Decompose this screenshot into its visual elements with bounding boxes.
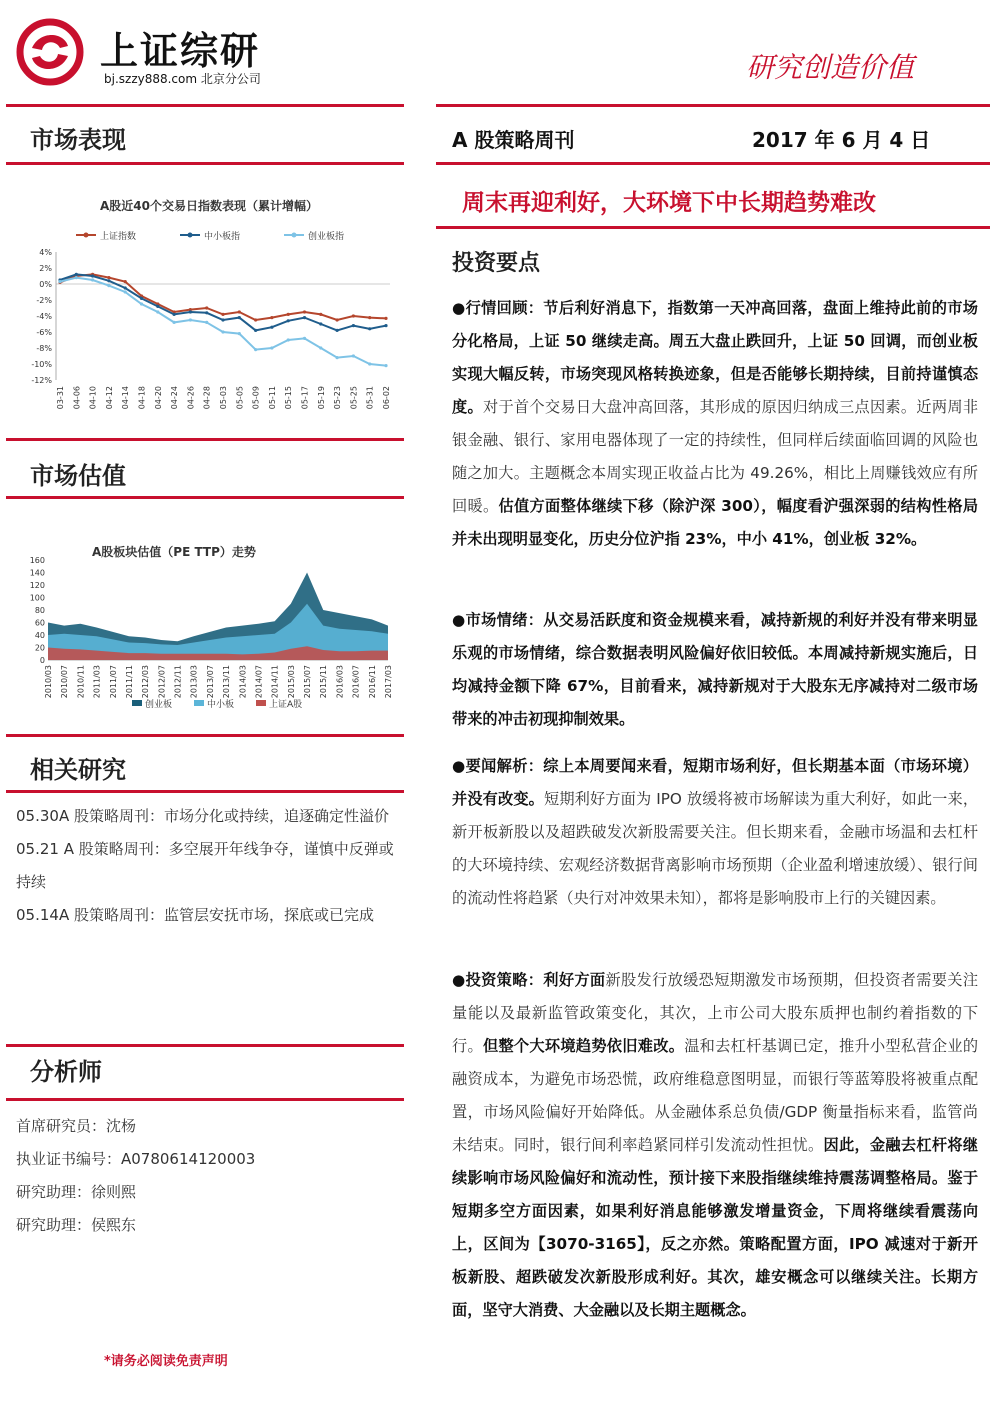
y-tick-label: 160 — [29, 556, 45, 565]
data-point — [75, 273, 78, 276]
x-tick-label: 04-24 — [170, 386, 180, 410]
x-tick-label: 05-15 — [284, 386, 294, 410]
x-tick-label: 2012/07 — [157, 665, 167, 699]
x-tick-label: 05-09 — [251, 386, 261, 410]
company-logo-icon — [12, 18, 94, 86]
key-points-title: 投资要点 — [452, 251, 541, 276]
divider — [6, 496, 404, 499]
data-point — [368, 316, 371, 319]
x-tick-label: 2014/11 — [270, 665, 280, 699]
data-point — [303, 337, 306, 340]
data-point — [205, 321, 208, 324]
y-tick-label: -2% — [36, 296, 52, 305]
y-tick-label: 60 — [34, 618, 45, 628]
data-point — [238, 316, 241, 319]
data-point — [124, 286, 127, 289]
legend-swatch — [194, 700, 204, 706]
x-tick-label: 05-11 — [267, 386, 277, 410]
data-point — [254, 348, 257, 351]
paragraph-text: 温和去杠杆基调已定，推升小型私营企业的融资成本，为避免市场恐慌，政府维稳意图明显，而银行等蓝筹股将被重点配置，市场风险偏好开始降低。从金融体系总负债/GDP 衡量指标来看，监管尚未结束。同时，银行间利率趋紧同样引发流动性担忧。 — [452, 1037, 979, 1154]
x-tick-label: 2015/11 — [319, 665, 329, 699]
company-url: bj.szzy888.com 北京分公司 — [104, 72, 261, 86]
data-point — [303, 316, 306, 319]
x-tick-label: 04-18 — [137, 386, 147, 410]
x-tick-label: 2014/03 — [238, 665, 248, 699]
data-point — [270, 326, 273, 329]
data-point — [75, 276, 78, 279]
y-tick-label: 0 — [39, 656, 45, 665]
x-tick-label: 05-19 — [316, 386, 326, 410]
data-point — [205, 311, 208, 314]
paragraph-market-sentiment — [452, 604, 978, 736]
related-research-item[interactable]: 05.21 A 股策略周刊：多空展开年线争夺，谨慎中反弹或持续 — [16, 840, 394, 891]
x-tick-label: 2017/03 — [384, 665, 393, 699]
data-point — [107, 284, 110, 287]
analyst-item: 研究助理：侯熙东 — [16, 1216, 137, 1234]
data-point — [352, 324, 355, 327]
index-performance-chart — [20, 190, 402, 425]
legend-swatch — [256, 700, 266, 706]
data-point — [173, 321, 176, 324]
data-point — [91, 274, 94, 277]
x-tick-label: 2014/07 — [254, 665, 264, 699]
x-tick-label: 04-28 — [202, 386, 212, 410]
data-point — [107, 279, 110, 282]
chart-title: A股近40个交易日指数表现（累计增幅） — [100, 199, 318, 213]
divider — [436, 226, 990, 229]
data-point — [107, 276, 110, 279]
y-tick-label: 80 — [34, 606, 45, 615]
data-point — [124, 280, 127, 283]
analyst-item: 首席研究员：沈杨 — [16, 1117, 137, 1135]
related-research-item[interactable]: 05.30A 股策略周刊：市场分化或持续，追逐确定性溢价 — [16, 807, 389, 825]
paragraph-text: 新股发行放缓恐短期激发市场预期，但投资者需要关注量能以及最新监管政策变化，其次，上市公司大股东质押也制约着指数的下行。 — [452, 971, 979, 1055]
legend-label: 上证指数 — [100, 232, 137, 242]
data-point — [287, 313, 290, 316]
paragraph-bold: 但整个大环境趋势依旧难改。 — [482, 1037, 685, 1055]
x-tick-label: 2011/11 — [124, 665, 134, 699]
paragraph-bold: ●投资策略：利好方面 — [452, 971, 606, 989]
analyst-list — [16, 1110, 396, 1242]
paragraph-investment-strategy — [452, 964, 978, 1327]
x-tick-label: 2012/11 — [173, 665, 183, 699]
x-tick-label: 06-02 — [382, 386, 391, 410]
y-tick-label: -4% — [36, 312, 52, 321]
x-tick-label: 05-05 — [235, 386, 245, 410]
divider — [6, 734, 404, 737]
x-tick-label: 2016/07 — [351, 665, 361, 699]
data-point — [352, 314, 355, 317]
divider — [436, 162, 990, 165]
x-tick-label: 2016/11 — [367, 665, 377, 699]
paragraph-market-review — [452, 292, 978, 556]
data-point — [221, 318, 224, 321]
series-line — [60, 278, 386, 366]
data-point — [384, 364, 387, 367]
paragraph-news-analysis — [452, 750, 978, 915]
paragraph-bold: 估值方面整体继续下移（除沪深 300），幅度看沪强深弱的结构性格局并未出现明显变化，历史分位沪指 23%，中小 41%，创业板 32%。 — [452, 497, 979, 548]
legend-marker — [188, 233, 193, 238]
analyst-item: 执业证书编号：A0780614120003 — [16, 1150, 256, 1168]
data-point — [156, 305, 159, 308]
data-point — [238, 310, 241, 313]
data-point — [238, 332, 241, 335]
x-tick-label: 2016/03 — [335, 665, 345, 699]
section-title-market-valuation: 市场估值 — [30, 462, 126, 490]
divider — [6, 790, 404, 793]
data-point — [384, 317, 387, 320]
legend-label: 创业板 — [145, 700, 173, 710]
y-tick-label: 2% — [39, 264, 52, 273]
y-tick-label: 100 — [29, 593, 45, 603]
paragraph-bold: ●市场情绪：从交易活跃度和资金规模来看，减持新规的利好并没有带来明显乐观的市场情绪，综合数据表明风险偏好依旧较低。本周减持新规实施后，日均减持金额下降 67%，目前看来，减持新规对于大股东无序减持对二级市场带来的冲击初现抑制效果。 — [452, 611, 978, 728]
series-line — [60, 274, 386, 330]
y-tick-label: 40 — [34, 631, 45, 640]
x-tick-label: 03-31 — [56, 386, 65, 410]
company-name: 上证综研 — [100, 29, 261, 73]
legend-label: 上证A股 — [269, 700, 303, 710]
x-tick-label: 2013/03 — [189, 665, 199, 699]
data-point — [270, 346, 273, 349]
valuation-chart — [18, 534, 400, 714]
legend-label: 中小板指 — [204, 232, 241, 242]
data-point — [352, 354, 355, 357]
data-point — [254, 318, 257, 321]
x-tick-label: 05-25 — [349, 386, 359, 410]
divider — [6, 1044, 404, 1047]
x-tick-label: 04-26 — [186, 386, 196, 410]
x-tick-label: 2015/07 — [303, 665, 313, 699]
x-tick-label: 2013/07 — [205, 665, 215, 699]
related-research-item[interactable]: 05.14A 股策略周刊：监管层安抚市场，探底或已完成 — [16, 906, 374, 924]
header-divider-left — [6, 104, 404, 107]
paragraph-bold: 因此，金融去杠杆将继续影响市场风险偏好和流动性，预计接下来股指继续维持震荡调整格局。鉴于短期多空方面因素，如果利好消息能够激发增量资金，下周将继续看震荡向上，区间为【3070-3165】，反之亦然。策略配置方面，IPO 减速对于新开板新股、超跌破发次新股形成利好。其次，雄安概念可以继续关注。长期方面，坚守大消费、大金融以及长期主题概念。 — [452, 1136, 979, 1319]
section-title-analyst: 分析师 — [30, 1058, 102, 1086]
headline: 周末再迎利好，大环境下中长期趋势难改 — [462, 190, 876, 216]
legend-swatch — [132, 700, 142, 706]
x-tick-label: 05-23 — [333, 386, 343, 410]
divider — [6, 162, 404, 165]
legend-label: 创业板指 — [308, 232, 345, 242]
x-tick-label: 05-17 — [300, 386, 310, 410]
data-point — [270, 316, 273, 319]
paragraph-text: 对于首个交易日大盘冲高回落，其形成的原因归纳成三点因素。近两周非银金融、银行、家用电器体现了一定的持续性，但同样后续面临回调的风险也随之加大。主题概念本周实现正收益占比为 49.26%，相比上周赚钱效应有所回暖。 — [452, 398, 979, 515]
paragraph-bold: ●要闻解析：综上本周要闻来看，短期市场利好，但长期基本面（市场环境）并没有改变。 — [452, 757, 978, 808]
related-research-list — [16, 800, 396, 932]
data-point — [336, 329, 339, 332]
x-tick-label: 05-03 — [219, 386, 228, 410]
x-tick-label: 04-12 — [104, 386, 114, 410]
analyst-item: 研究助理：徐则熙 — [16, 1183, 137, 1201]
data-point — [319, 322, 322, 325]
x-tick-label: 2011/07 — [108, 665, 118, 699]
x-tick-label: 04-20 — [153, 386, 163, 410]
data-point — [173, 313, 176, 316]
y-tick-label: 20 — [34, 643, 45, 653]
y-tick-label: 4% — [39, 248, 52, 257]
report-date: 2017 年 6 月 4 日 — [752, 128, 931, 152]
x-tick-label: 2010/03 — [44, 665, 53, 699]
section-title-market-performance: 市场表现 — [30, 126, 126, 154]
x-tick-label: 05-31 — [365, 386, 375, 410]
x-tick-label: 2010/07 — [60, 665, 70, 699]
x-tick-label: 04-10 — [88, 386, 98, 410]
section-title-related-research: 相关研究 — [30, 756, 126, 784]
divider — [6, 438, 404, 441]
data-point — [140, 297, 143, 300]
data-point — [287, 338, 290, 341]
x-tick-label: 2012/03 — [141, 665, 151, 699]
paragraph-bold: ●行情回顾：节后利好消息下，指数第一天冲高回落，盘面上维持此前的市场分化格局，上证 50 继续走高。周五大盘止跌回升，上证 50 回调，而创业板实现大幅反转，市场突现风格转换迹象，但是否能够长期持续，目前持谨慎态度。 — [452, 299, 978, 416]
data-point — [303, 310, 306, 313]
divider — [6, 1098, 404, 1101]
y-tick-label: 0% — [39, 280, 52, 289]
x-tick-label: 2010/11 — [76, 665, 86, 699]
x-tick-label: 2011/03 — [92, 665, 102, 699]
data-point — [221, 313, 224, 316]
data-point — [368, 327, 371, 330]
data-point — [221, 330, 224, 333]
legend-label: 中小板 — [207, 700, 235, 710]
paragraph-text: 短期利好方面为 IPO 放缓将被市场解读为重大利好，如此一来，新开板新股以及超跌破发次新股需要关注。但长期来看，金融市场温和去杠杆的大环境持续、宏观经济数据背离影响市场预期（企业盈利增速放缓）、银行间的流动性将趋紧（央行对冲效果未知），都将是影响股市上行的关键因素。 — [452, 790, 979, 907]
disclaimer-note[interactable]: *请务必阅读免责声明 — [104, 1354, 228, 1369]
data-point — [287, 319, 290, 322]
slogan: 研究创造价值 — [746, 51, 915, 84]
data-point — [205, 306, 208, 309]
legend-marker — [84, 233, 89, 238]
data-point — [384, 324, 387, 327]
y-tick-label: -6% — [36, 328, 52, 337]
x-tick-label: 04-06 — [72, 386, 82, 410]
data-point — [336, 356, 339, 359]
data-point — [124, 290, 127, 293]
y-tick-label: -10% — [31, 360, 52, 369]
data-point — [156, 310, 159, 313]
legend-marker — [292, 233, 297, 238]
data-point — [254, 329, 257, 332]
data-point — [368, 362, 371, 365]
header-divider-right — [436, 104, 990, 107]
data-point — [58, 280, 61, 283]
data-point — [91, 278, 94, 281]
chart-title: A股板块估值（PE TTP）走势 — [92, 545, 256, 559]
y-tick-label: -8% — [36, 344, 52, 353]
data-point — [189, 318, 192, 321]
data-point — [189, 310, 192, 313]
data-point — [319, 346, 322, 349]
y-tick-label: 120 — [29, 581, 45, 590]
x-tick-label: 2013/11 — [222, 665, 232, 699]
x-tick-label: 2015/03 — [286, 665, 296, 699]
report-name: A 股策略周刊 — [452, 128, 575, 152]
data-point — [319, 313, 322, 316]
y-tick-label: -12% — [31, 376, 52, 385]
y-tick-label: 140 — [29, 568, 45, 578]
x-tick-label: 04-14 — [121, 386, 131, 410]
data-point — [336, 318, 339, 321]
data-point — [140, 302, 143, 305]
